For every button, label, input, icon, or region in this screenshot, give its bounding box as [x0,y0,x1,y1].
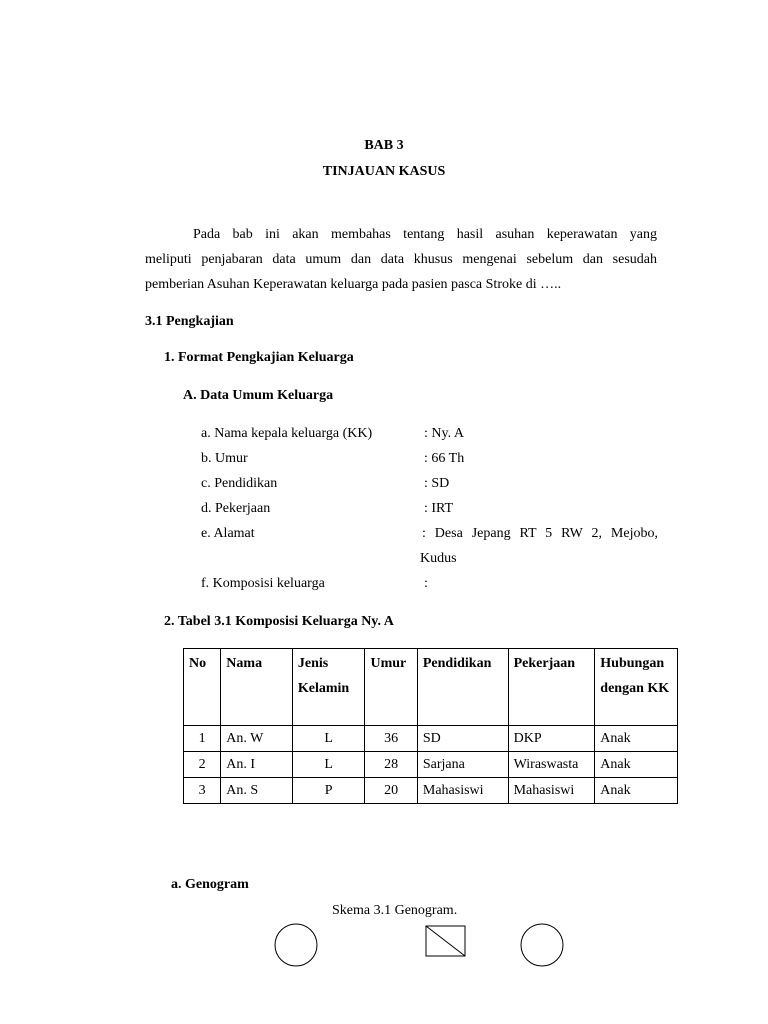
cell-occupation: Mahasiswi [508,778,595,804]
cell-no: 3 [184,778,221,804]
col-header-gender: Jenis Kelamin [292,649,365,726]
intro-line-2: meliputi penjabaran data umum dan data khusus mengenai sebelum dan sesudah [145,252,657,267]
cell-age: 36 [365,726,417,752]
data-label-education: c. Pendidikan [201,476,278,491]
female-symbol-right [521,924,563,966]
data-label-composition: f. Komposisi keluarga [201,576,325,591]
chapter-number: BAB 3 [364,138,404,153]
cell-education: SD [417,726,508,752]
cell-relation: Anak [595,752,678,778]
cell-age: 20 [365,778,417,804]
table-header-row [184,649,678,726]
deceased-male-symbol [426,926,465,956]
cell-gender: P [292,778,365,804]
cell-relation: Anak [595,778,678,804]
cell-occupation: DKP [508,726,595,752]
table-row [184,726,678,752]
data-value-address: : Desa Jepang RT 5 RW 2, Mejobo, [422,526,658,541]
cell-no: 2 [184,752,221,778]
item-1-heading: 1. Format Pengkajian Keluarga [164,350,354,365]
intro-line-1: Pada bab ini akan membahas tentang hasil asuhan keperawatan yang [193,227,657,242]
col-header-age: Umur [365,649,417,726]
subsection-heading: A. Data Umum Keluarga [183,388,334,403]
genogram-heading: a. Genogram [171,877,249,892]
section-heading: 3.1 Pengkajian [145,314,234,329]
col-header-relation: Hubungan dengan KK [595,649,678,726]
data-value-age: : 66 Th [424,451,465,466]
data-value-composition: : [424,576,428,591]
item-2-heading: 2. Tabel 3.1 Komposisi Keluarga Ny. A [164,614,394,629]
data-label-occupation: d. Pekerjaan [201,501,271,516]
cell-occupation: Wiraswasta [508,752,595,778]
col-header-occupation: Pekerjaan [508,649,595,726]
data-label-name: a. Nama kepala keluarga (KK) [201,426,373,441]
data-value-name: : Ny. A [424,426,464,441]
family-composition-table [183,648,678,804]
genogram-caption: Skema 3.1 Genogram. [332,903,458,918]
intro-line-3: pemberian Asuhan Keperawatan keluarga pada pasien pasca Stroke di ….. [145,277,562,292]
cell-no: 1 [184,726,221,752]
data-value-education: : SD [424,476,450,491]
data-value-occupation: : IRT [424,501,454,516]
female-symbol-left [275,924,317,966]
cell-name: An. S [221,778,293,804]
cell-gender: L [292,752,365,778]
chapter-title: TINJAUAN KASUS [322,164,446,179]
cell-education: Mahasiswi [417,778,508,804]
data-label-address: e. Alamat [201,526,255,541]
data-label-age: b. Umur [201,451,248,466]
cell-gender: L [292,726,365,752]
cell-name: An. W [221,726,293,752]
table-row [184,752,678,778]
col-header-education: Pendidikan [417,649,508,726]
col-header-no: No [184,649,221,726]
cell-relation: Anak [595,726,678,752]
data-value-address-cont: Kudus [420,551,457,566]
cell-age: 28 [365,752,417,778]
genogram-diagram [0,915,768,975]
cell-name: An. I [221,752,293,778]
table-row [184,778,678,804]
cell-education: Sarjana [417,752,508,778]
col-header-name: Nama [221,649,293,726]
